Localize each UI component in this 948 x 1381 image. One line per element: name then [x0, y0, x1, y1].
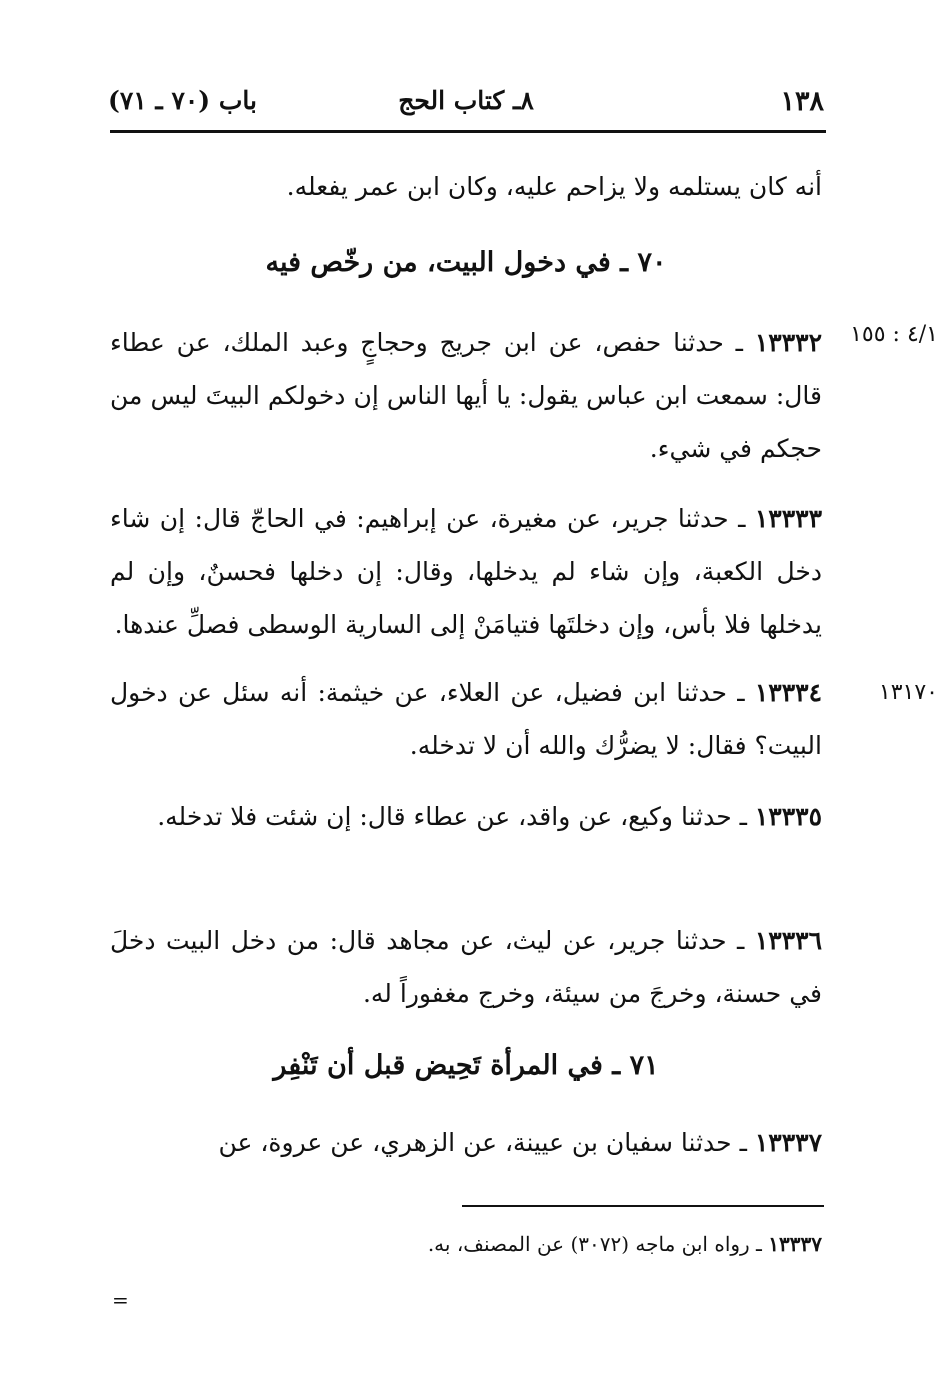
hadith-text: ـ حدثنا وكيع، عن واقد، عن عطاء قال: إن شئت فلا تدخله. — [157, 802, 755, 831]
hadith-text: ـ حدثنا جرير، عن مغيرة، عن إبراهيم: في الحاجّ قال: إن شاء دخل الكعبة، وإن شاء لم يدخلها، وقال: إن دخلها فحسنٌ، وإن لم يدخلها فلا بأس، وإن دخلتَها فتيامَنْ إلى السارية الوسطى فصلِّ عندها. — [110, 504, 822, 639]
margin-reference: ٤/١ : ١٥٥ — [850, 322, 938, 347]
hadith-text: ـ حدثنا حفص، عن ابن جريج وحجاجٍ وعبد الملك، عن عطاء قال: سمعت ابن عباس يقول: يا أيها الناس إن دخولكم البيتَ ليس من حجكم في شيء. — [110, 328, 822, 463]
chapter-range: باب (٧٠ ـ ٧١) — [108, 86, 257, 115]
section-heading-70: ٧٠ ـ في دخول البيت، من رخّص فيه — [265, 247, 667, 278]
book-title: ٨ـ كتاب الحج — [398, 86, 534, 115]
hadith-paragraph — [110, 666, 822, 772]
footnote-rule — [462, 1205, 824, 1207]
hadith-text: ـ حدثنا جرير، عن ليث، عن مجاهد قال: من دخل البيت دخلَ في حسنة، وخرجَ من سيئة، وخرج مغفوراً له. — [110, 926, 822, 1008]
hadith-paragraph — [110, 914, 822, 1020]
hadith-number: ١٣٣٣٣ — [754, 504, 822, 533]
hadith-number: ١٣٣٣٥ — [754, 802, 822, 831]
hadith-number: ١٣٣٣٢ — [754, 328, 822, 357]
page-number: ١٣٨ — [780, 86, 824, 117]
hadith-paragraph — [110, 1116, 822, 1169]
intro-line: أنه كان يستلمه ولا يزاحم عليه، وكان ابن عمر يفعله. — [286, 172, 822, 201]
hadith-paragraph — [110, 492, 822, 651]
hadith-paragraph — [110, 316, 822, 475]
hadith-paragraph — [110, 790, 822, 843]
hadith-text: ـ حدثنا ابن فضيل، عن العلاء، عن خيثمة: أنه سئل عن دخول البيت؟ فقال: لا يضرُّك والله أن لا تدخله. — [110, 678, 822, 760]
page-header — [108, 82, 824, 132]
footnote-number: ١٣٣٣٧ — [768, 1232, 822, 1256]
footnote — [110, 1232, 822, 1256]
continuation-mark: = — [112, 1288, 129, 1312]
header-rule — [110, 130, 826, 133]
margin-reference: ١٣١٧٠ — [878, 680, 938, 705]
footnote-text: ـ رواه ابن ماجه (٣٠٧٢) عن المصنف، به. — [427, 1232, 769, 1256]
hadith-text: ـ حدثنا سفيان بن عيينة، عن الزهري، عن عروة، عن — [218, 1128, 755, 1157]
hadith-number: ١٣٣٣٦ — [754, 926, 822, 955]
section-heading-71: ٧١ ـ في المرأة تَحِيض قبل أن تَنْفِر — [273, 1050, 659, 1081]
hadith-number: ١٣٣٣٧ — [754, 1128, 822, 1157]
hadith-number: ١٣٣٣٤ — [754, 678, 822, 707]
